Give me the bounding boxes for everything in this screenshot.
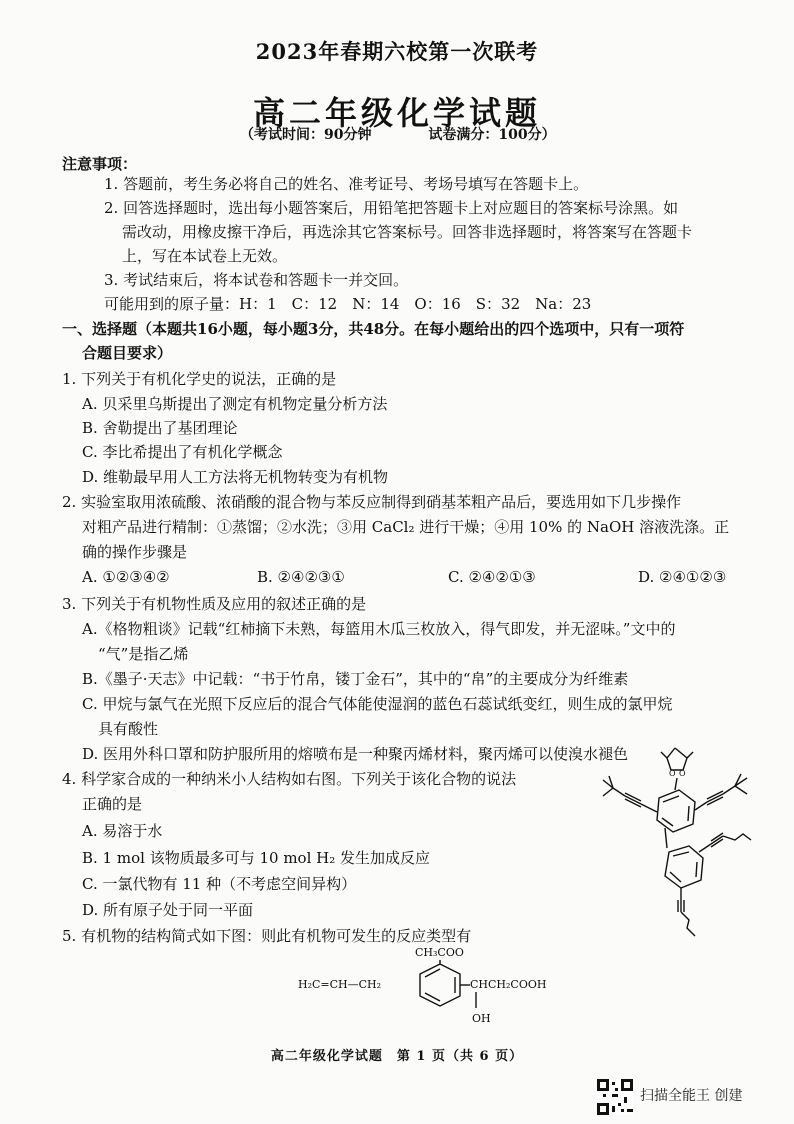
notes-title: 注意事项： — [62, 155, 138, 173]
q4-stem-cont: 正确的是 — [82, 795, 143, 813]
page-title: 高二年级化学试题 — [252, 94, 541, 132]
q5-stem: 5. 有机物的结构简式如下图：则此有机物可发生的反应类型有 — [62, 927, 472, 945]
q2-stem: 2. 实验室取用浓硫酸、浓硝酸的混合物与苯反应制得到硝基苯粗产品后，要选用如下几步操作 — [62, 493, 682, 511]
q5-label-top: CH₃COO — [415, 946, 464, 959]
q5-structure — [280, 946, 580, 1036]
q1-option-d: D. 维勒最早用人工方法将无机物转变为有机物 — [82, 468, 389, 486]
q3-stem: 3. 下列关于有机物性质及应用的叙述正确的是 — [62, 595, 367, 613]
q3-option-a: A.《格物粗谈》记载“红柿摘下未熟，每篮用木瓜三枚放入，得气即发，并无涩味。”文中的 — [82, 620, 676, 638]
q3-option-d: D. 医用外科口罩和防护服所用的熔喷布是一种聚丙烯材料，聚丙烯可以使溴水褪色 — [82, 745, 629, 763]
q1-option-b: B. 舍勒提出了基团理论 — [82, 419, 238, 437]
note-item: 1. 答题前，考生务必将自己的姓名、准考证号、考场号填写在答题卡上。 — [104, 175, 589, 193]
q1-option-a: A. 贝采里乌斯提出了测定有机物定量分析方法 — [82, 395, 388, 413]
qr-code-icon — [597, 1079, 633, 1115]
q1-option-c: C. 李比希提出了有机化学概念 — [82, 443, 283, 461]
atomic-masses: 可能用到的原子量：H：1 C：12 N：14 O：16 S：32 Na：23 — [104, 295, 592, 313]
exam-info — [240, 124, 608, 144]
exam-name: 2023年春期六校第一次联考 — [255, 39, 539, 64]
q4-stem: 4. 科学家合成的一种纳米小人结构如右图。下列关于该化合物的说法 — [62, 770, 517, 788]
q4-option-b: B. 1 mol 该物质最多可与 10 mol H₂ 发生加成反应 — [82, 849, 430, 867]
note-item: 3. 考试结束后，将本试卷和答题卡一并交回。 — [104, 271, 409, 289]
note-item: 2. 回答选择题时，选出每小题答案后，用铅笔把答题卡上对应题目的答案标号涂黑。如 — [104, 199, 679, 217]
nanoputian-structure — [595, 740, 755, 940]
page-footer: 高二年级化学试题 第 1 页（共 6 页） — [270, 1049, 524, 1064]
q5-label-bottom: OH — [472, 1012, 491, 1025]
q2-option-a: A. ①②③④② — [82, 568, 170, 586]
q3-option-a-cont: “气”是指乙烯 — [98, 645, 189, 663]
q1-stem: 1. 下列关于有机化学史的说法，正确的是 — [62, 370, 337, 388]
q3-option-b: B.《墨子·天志》中记载：“书于竹帛，镂丁金石”，其中的“帛”的主要成分为纤维素 — [82, 670, 629, 688]
section-heading: 一、选择题（本题共16小题，每小题3分，共48分。在每小题给出的四个选项中，只有一项符 — [62, 320, 685, 338]
exam-score: 试卷满分：100分） — [428, 127, 556, 143]
note-item: 上，写在本试卷上无效。 — [122, 247, 288, 265]
q5-label-right: CHCH₂COOH — [470, 978, 547, 991]
q2-option-d: D. ②④①②③ — [638, 568, 727, 586]
q2-option-c: C. ②④②①③ — [448, 568, 536, 586]
q4-option-c: C. 一氯代物有 11 种（不考虑空间异构） — [82, 875, 357, 893]
exam-time: （考试时间：90分钟 — [240, 127, 372, 143]
section-heading-cont: 合题目要求） — [82, 344, 173, 362]
q4-option-d: D. 所有原子处于同一平面 — [82, 901, 254, 919]
svg-text:O: O — [669, 769, 676, 778]
q4-option-a: A. 易溶于水 — [82, 822, 163, 840]
q2-stem-cont: 对粗产品进行精制：①蒸馏；②水洗；③用 CaCl₂ 进行干燥；④用 10% 的 NaOH 溶液洗涤。正 — [82, 518, 730, 536]
scanner-watermark: 扫描全能王 创建 — [640, 1088, 743, 1104]
q5-label-left: H₂C=CH—CH₂ — [298, 978, 382, 991]
svg-text:O: O — [679, 769, 686, 778]
q3-option-c-cont: 具有酸性 — [98, 720, 159, 738]
note-item: 需改动，用橡皮擦干净后，再选涂其它答案标号。回答非选择题时，将答案写在答题卡 — [122, 223, 693, 241]
q3-option-c: C. 甲烷与氯气在光照下反应后的混合气体能使湿润的蓝色石蕊试纸变红，则生成的氯甲烷 — [82, 695, 673, 713]
q2-stem-cont: 确的操作步骤是 — [82, 543, 188, 561]
q2-option-b: B. ②④②③① — [257, 568, 345, 586]
